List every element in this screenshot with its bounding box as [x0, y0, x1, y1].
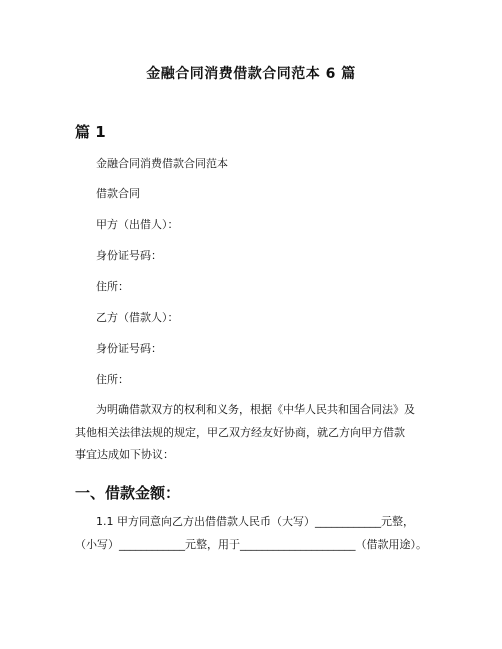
line-party-b-id: 身份证号码：: [96, 342, 162, 355]
clause-line: （小写）____________元整，用于_____________________（借款用途）。: [75, 537, 427, 551]
clause-1-1: [75, 511, 435, 556]
line-party-a: 甲方（出借人）：: [96, 218, 179, 231]
preamble-line: 其他相关法律法规的规定，甲乙双方经友好协商，就乙方向甲方借款: [75, 425, 405, 439]
preamble-paragraph: [75, 399, 435, 467]
line-contract-name: 金融合同消费借款合同范本: [96, 157, 228, 170]
section-heading-1: 篇 1: [75, 123, 106, 141]
preamble-line: 为明确借款双方的权利和义务，根据《中华人民共和国合同法》及: [96, 403, 415, 416]
clause-line: 1.1 甲方同意向乙方出借借款人民币（大写）____________元整，: [96, 515, 414, 528]
line-party-b-address: 住所：: [96, 373, 129, 386]
section-heading-loan-amount: 一、借款金额：: [75, 484, 181, 502]
line-party-b: 乙方（借款人）：: [96, 311, 179, 324]
line-party-a-id: 身份证号码：: [96, 249, 162, 262]
line-party-a-address: 住所：: [96, 280, 129, 293]
preamble-line: 事宜达成如下协议：: [75, 448, 174, 461]
line-contract-type: 借款合同: [96, 187, 140, 200]
document-title: 金融合同消费借款合同范本 6 篇: [146, 66, 356, 82]
